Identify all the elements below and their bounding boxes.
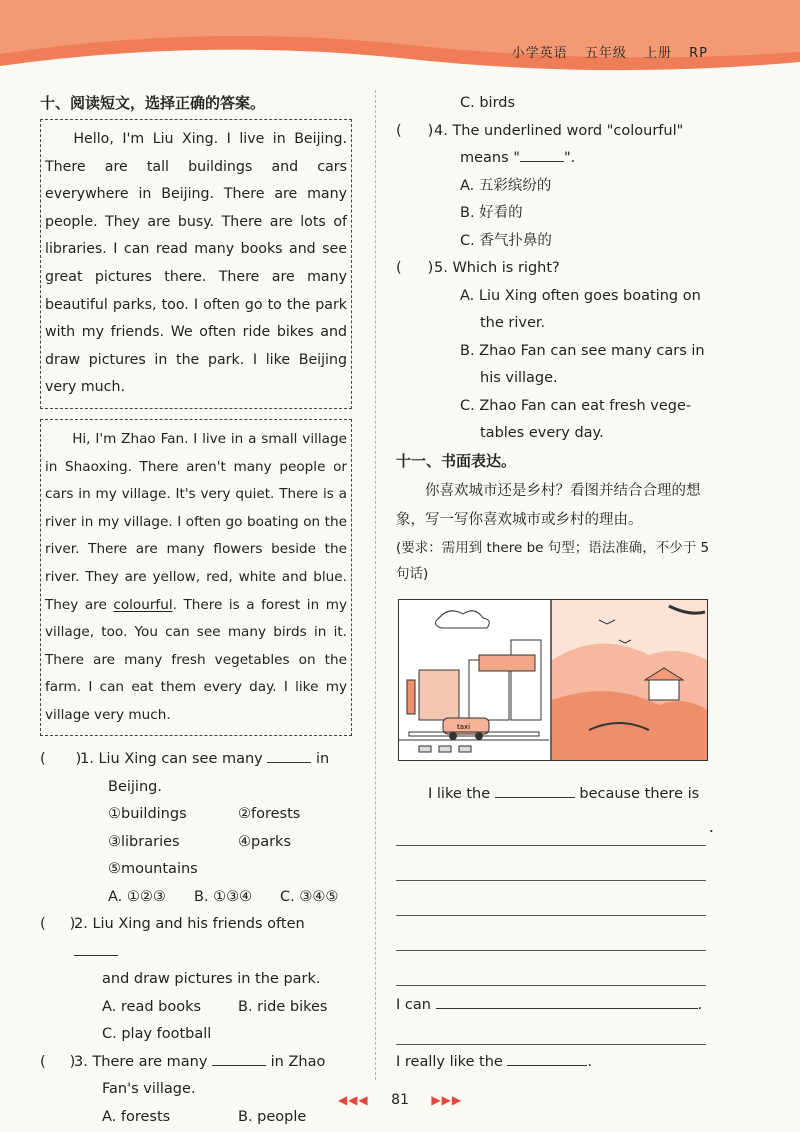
q3-option-b[interactable]: B. people	[238, 1108, 307, 1125]
q1-option-c[interactable]: C. ③④⑤	[280, 888, 339, 905]
q2-option-b[interactable]: B. ride bikes	[238, 998, 328, 1015]
answer-bracket[interactable]: ( )	[396, 122, 434, 139]
q2-option-c[interactable]: C. play football	[102, 1026, 212, 1043]
section11-title: 十一、书面表达。	[396, 451, 517, 470]
header-banner	[0, 0, 800, 80]
question-2: ( ) 2. Liu Xing and his friends often	[40, 911, 352, 966]
question-3: ( ) 3. There are many in Zhao	[40, 1049, 352, 1077]
answer-bracket[interactable]: ( )	[40, 1053, 76, 1070]
passage1-text: Hello, I'm Liu Xing. I live in Beijing. There are tall buildings and cars everywhere in Beijing. There are many people. They are busy. There are lots of libraries. I can read many books and see great pictures there. There are many beautiful parks, too. I often go to the park with my friends. We often ride bikes and draw pictures in the park. I like Beijing very much.	[45, 131, 347, 396]
header-subject: 小学英语	[511, 46, 568, 61]
writing-line[interactable]: .	[396, 811, 706, 846]
question-1: ( ) 1. Liu Xing can see many in	[40, 746, 352, 774]
q2-line2: and draw pictures in the park.	[102, 971, 321, 988]
header-volume: 上册	[643, 46, 672, 61]
q5-option-b[interactable]: B. Zhao Fan can see many cars in	[460, 342, 705, 359]
writing-line-i-can[interactable]: I can .	[396, 996, 703, 1013]
page-footer	[0, 1092, 800, 1108]
answer-bracket[interactable]: ( )	[40, 751, 82, 768]
left-column	[40, 88, 352, 1131]
passage2-text: Hi, I'm Zhao Fan. I live in a small village in Shaoxing. There aren't many people or cars in my village. It's very quiet. There is a river in my village. I often go boating on the river. There are many flowers beside the river. They are yellow, red, white and blue. They are colourful. There is a forest in my village, too. You can see many birds in it. There are many fresh vegetables on the farm. I can eat them every day. I like my village very much.	[45, 430, 347, 723]
q1-item: ④parks	[238, 833, 292, 850]
writing-line[interactable]	[396, 1022, 706, 1045]
writing-line[interactable]	[396, 846, 706, 881]
writing-line-1[interactable]: I like the because there is	[428, 785, 700, 802]
passage-zhao-fan	[40, 419, 352, 737]
answer-blank[interactable]	[520, 161, 564, 162]
underlined-word: colourful	[113, 596, 173, 613]
passage-liu-xing	[40, 119, 352, 409]
q1-option-b[interactable]: B. ①③④	[194, 888, 253, 905]
column-divider	[375, 90, 376, 1080]
prev-arrows-icon: ◀◀◀	[337, 1093, 369, 1107]
city-countryside-illustration	[398, 599, 708, 761]
answer-bracket[interactable]: ( )	[40, 916, 76, 933]
answer-blank[interactable]	[267, 762, 311, 763]
q5-option-a[interactable]: A. Liu Xing often goes boating on	[460, 287, 701, 304]
taxi-sign: taxi	[457, 722, 471, 731]
question-5: ( ) 5. Which is right?	[396, 255, 716, 283]
writing-line-really-like[interactable]: I really like the .	[396, 1053, 593, 1070]
header-grade: 五年级	[584, 46, 627, 61]
q4-option-b[interactable]: B. 好看的	[460, 205, 523, 221]
page-number: 81	[391, 1092, 409, 1108]
answer-blank[interactable]	[212, 1065, 266, 1066]
q1-option-a[interactable]: A. ①②③	[108, 888, 166, 905]
header-edition: RP	[689, 46, 708, 61]
q1-item: ①buildings	[108, 806, 187, 823]
writing-line[interactable]	[396, 881, 706, 916]
right-column: C. birds ( ) 4. The underlined word "colourful" means " ". A. 五彩缤纷的 B. 好看的 C. 香气扑鼻的 ( ) 5. Which is right? A. Liu Xing often goes boating on the river. B. Zhao Fan can see many cars in his village. C. Zhao Fan can eat fresh vege- tables every day. 十一、书面表达。 你喜欢城市还是乡村？看图并结合合理的想象，写一写你喜欢城市或乡村的理由。 (要求：需用到 there be 句型；语法准确，不少于 5 句话) taxi I like the because there is . I can . I really like the .	[396, 88, 716, 1079]
writing-line[interactable]	[396, 916, 706, 951]
writing-task: 你喜欢城市还是乡村？看图并结合合理的想象，写一写你喜欢城市或乡村的理由。	[396, 482, 701, 528]
q4-option-c[interactable]: C. 香气扑鼻的	[460, 232, 552, 249]
question-4: ( ) 4. The underlined word "colourful"	[396, 118, 716, 146]
q1-item: ⑤mountains	[108, 861, 198, 878]
answer-bracket[interactable]: ( )	[396, 260, 434, 276]
q4-option-a[interactable]: A. 五彩缤纷的	[460, 177, 552, 194]
q2-option-a[interactable]: A. read books	[102, 998, 202, 1015]
q5-option-c[interactable]: C. Zhao Fan can eat fresh vege-	[460, 397, 692, 414]
writing-line[interactable]	[396, 951, 706, 986]
section10-title: 十、阅读短文，选择正确的答案。	[40, 94, 266, 112]
q3-option-c[interactable]: C. birds	[460, 95, 516, 111]
next-arrows-icon: ▶▶▶	[431, 1093, 463, 1107]
answer-blank[interactable]	[74, 955, 118, 956]
header-info	[500, 42, 708, 61]
q3-line2: Fan's village.	[102, 1081, 196, 1098]
writing-requirements: (要求：需用到 there be 句型；语法准确，不少于 5 句话)	[396, 539, 710, 582]
q3-option-a[interactable]: A. forests	[102, 1108, 171, 1125]
q1-line2: Beijing.	[108, 778, 162, 795]
q1-item: ②forests	[238, 806, 301, 823]
q1-item: ③libraries	[108, 833, 180, 850]
